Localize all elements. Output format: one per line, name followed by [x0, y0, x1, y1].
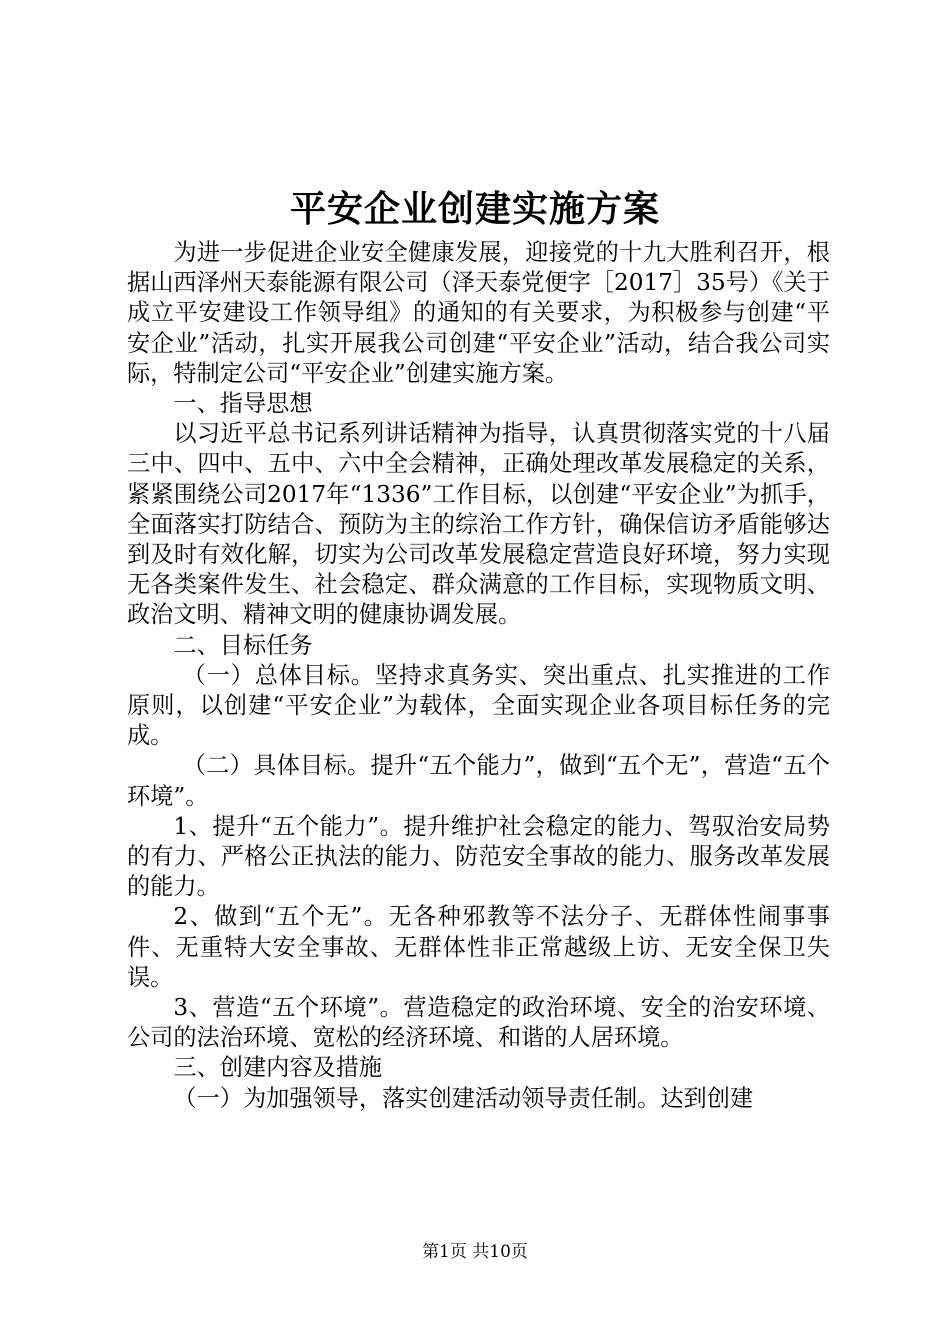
page-number: 第1页	[422, 1242, 467, 1262]
section-heading-goals: 二、目标任务	[173, 631, 313, 659]
document-title: 平安企业创建实施方案	[289, 188, 660, 230]
section-heading-content-measures: 三、创建内容及措施	[173, 1054, 383, 1082]
paragraph-five-environments: 3、营造“五个环境”。营造稳定的政治环境、安全的治安环境、公司的法治环境、宽松的经济环境、和谐的人居环境。	[127, 994, 830, 1052]
paragraph-five-nones: 2、做到“五个无”。无各种邪教等不法分子、无群体性闹事事件、无重特大安全事故、无群体性非正常越级上访、无安全保卫失误。	[127, 903, 830, 991]
paragraph-guiding-thought: 以习近平总书记系列讲话精神为指导，认真贯彻落实党的十八届三中、四中、五中、六中全会精神，正确处理改革发展稳定的关系，紧紧围绕公司2017年“1336”工作目标，以创建“平安企业”为抓手，全面落实打防结合、预防为主的综治工作方针，确保信访矛盾能够达到及时有效化解，切实为公司改革发展稳定营造良好环境，努力实现无各类案件发生、社会稳定、群众满意的工作目标，实现物质文明、政治文明、精神文明的健康协调发展。	[127, 420, 830, 629]
page-total: 共10页	[472, 1242, 528, 1262]
paragraph-specific-goal: （二）具体目标。提升“五个能力”，做到“五个无”，营造“五个环境”。	[127, 752, 830, 810]
document-body	[127, 238, 830, 1114]
page-footer	[0, 1240, 950, 1264]
section-heading-guiding-thought: 一、指导思想	[173, 390, 313, 418]
paragraph-overall-goal: （一）总体目标。坚持求真务实、突出重点、扎实推进的工作原则，以创建“平安企业”为载体，全面实现企业各项目标任务的完成。	[127, 661, 830, 750]
paragraph-intro: 为进一步促进企业安全健康发展，迎接党的十九大胜利召开，根据山西泽州天泰能源有限公司（泽天泰党便字［2017］35号）《关于成立平安建设工作领导组》的通知的有关要求，为积极参与创建“平安企业”活动，扎实开展我公司创建“平安企业”活动，结合我公司实际，特制定公司“平安企业”创建实施方案。	[127, 239, 830, 387]
paragraph-five-abilities: 1、提升“五个能力”。提升维护社会稳定的能力、驾驭治安局势的有力、严格公正执法的能力、防范安全事故的能力、服务改革发展的能力。	[127, 812, 830, 901]
paragraph-leadership: （一）为加强领导，落实创建活动领导责任制。达到创建	[173, 1084, 754, 1112]
